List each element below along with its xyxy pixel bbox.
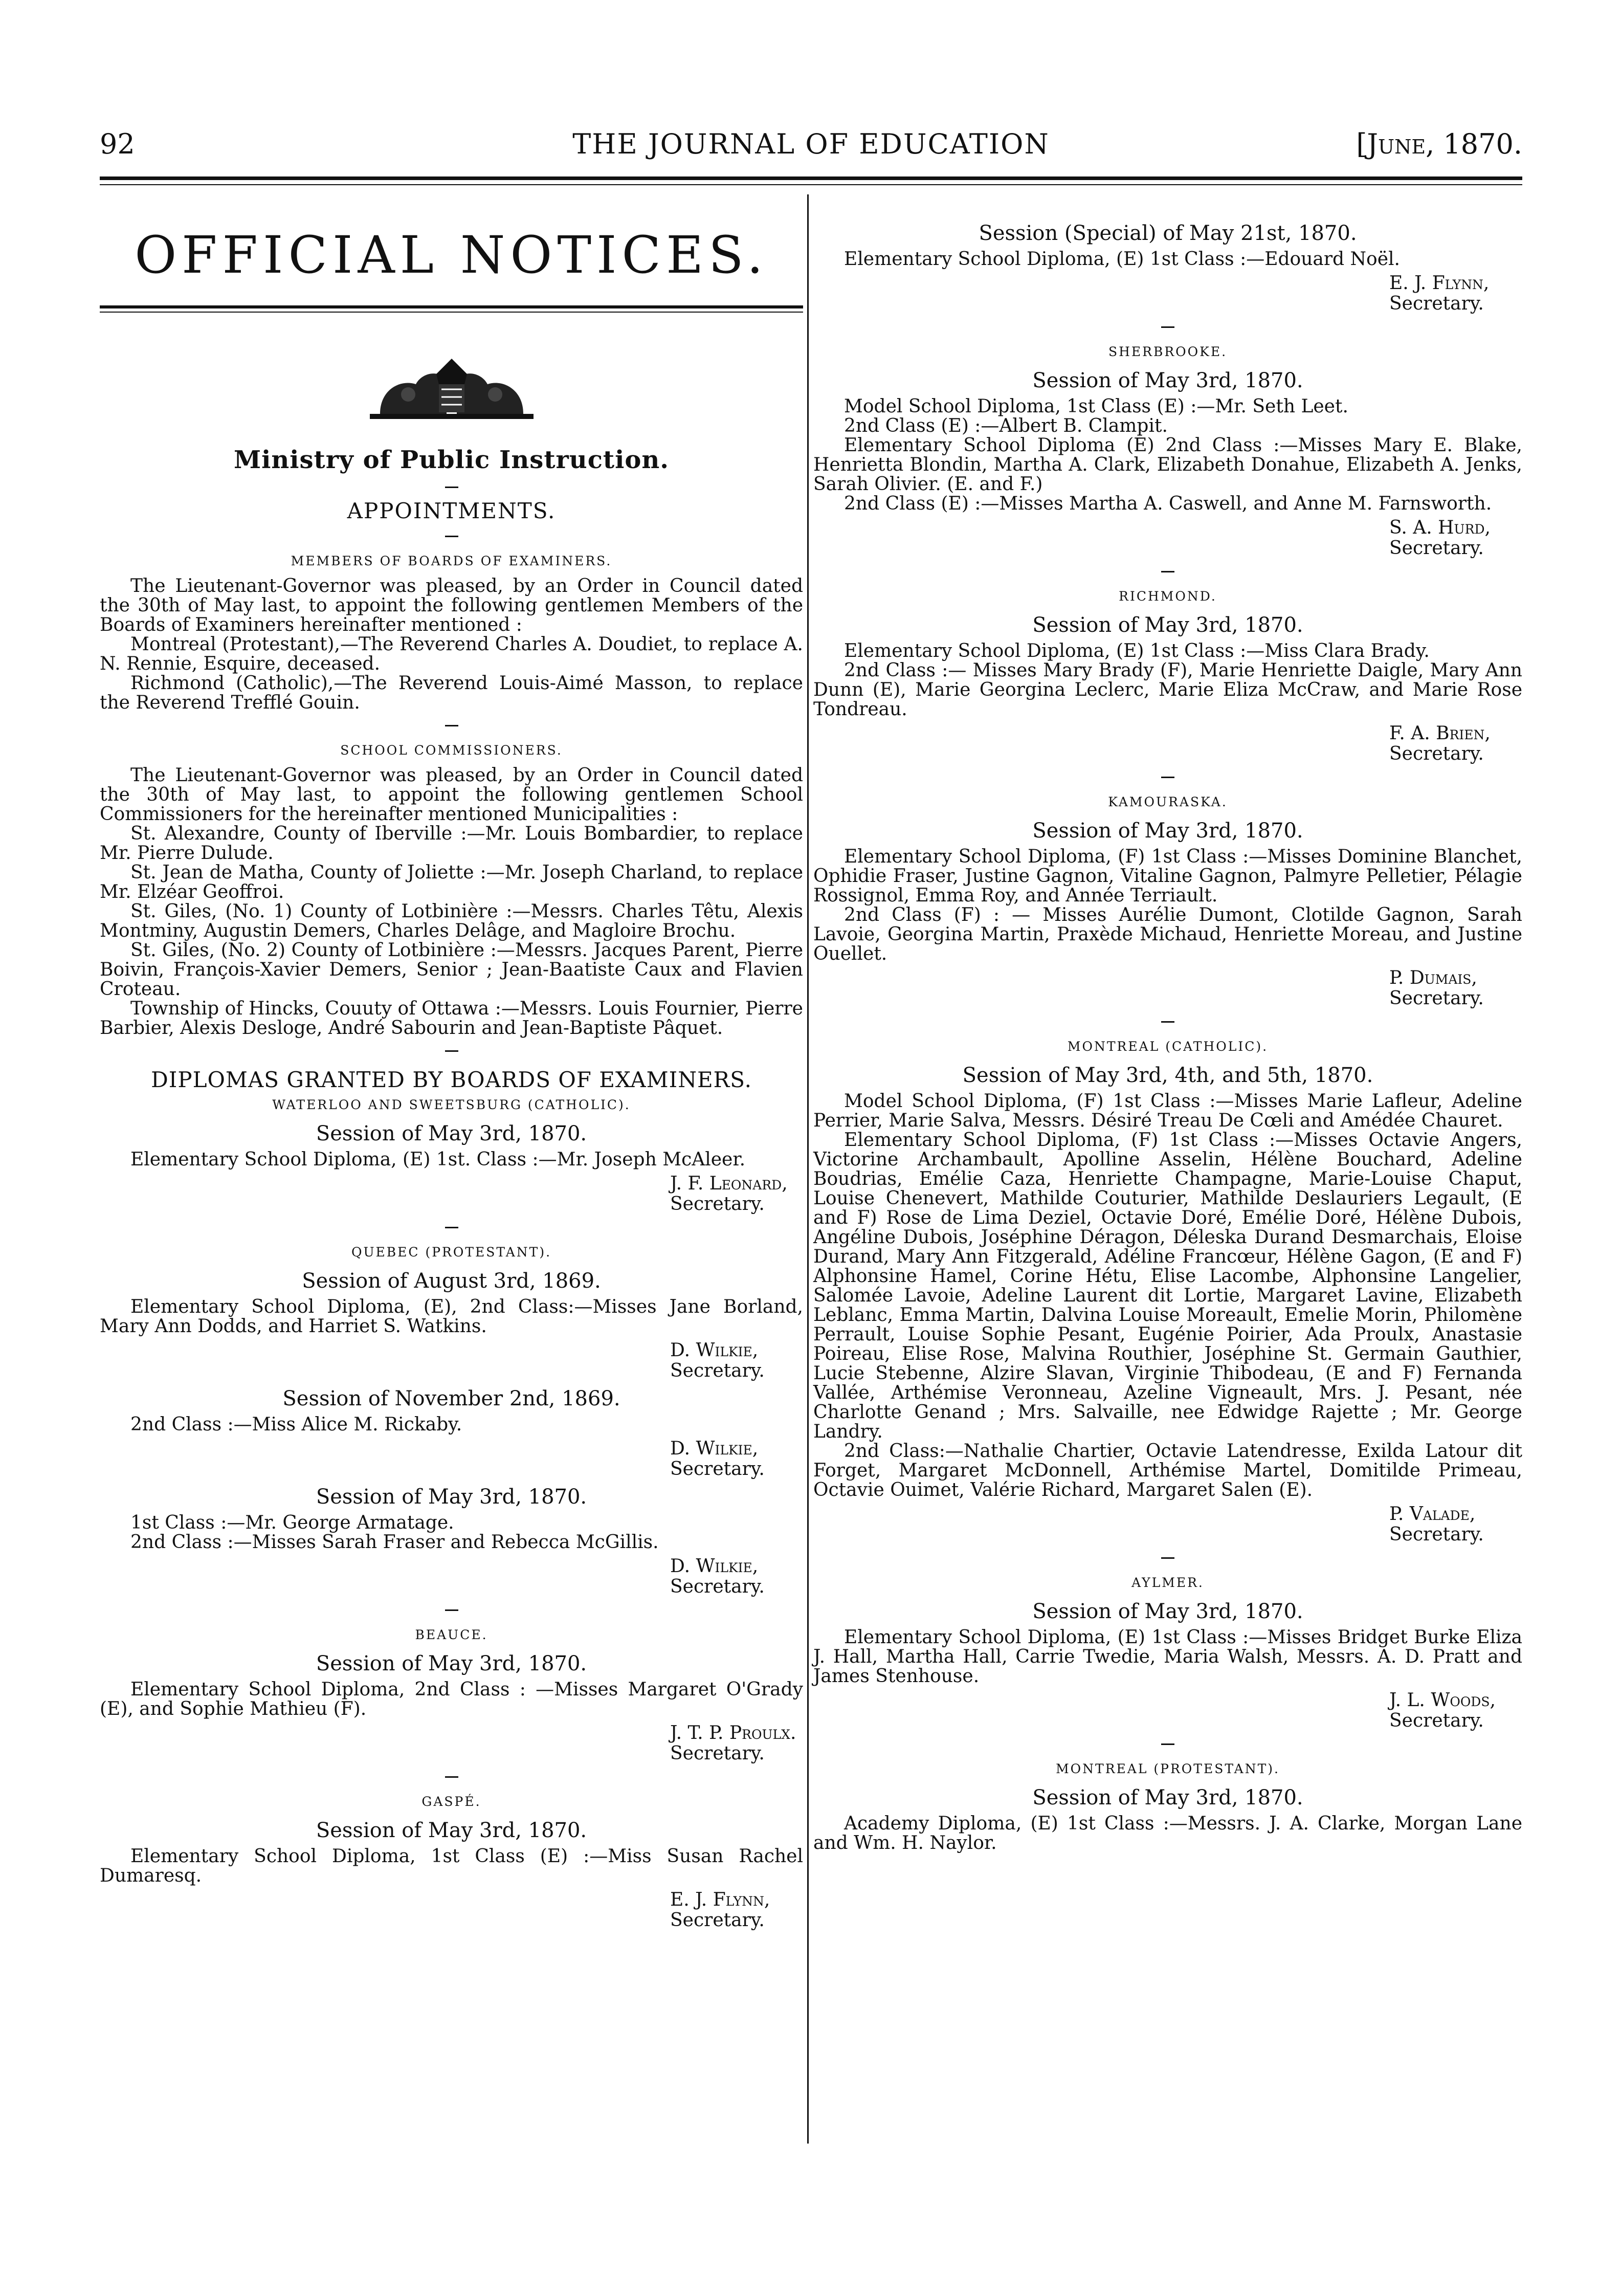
- separator-dash: [1161, 326, 1174, 328]
- right-column: [813, 194, 1522, 2143]
- signature-title: Secretary.: [1389, 1524, 1484, 1545]
- signature-title: Secretary.: [1389, 988, 1484, 1009]
- separator-dash: [1161, 1021, 1174, 1023]
- diploma-entry: Elementary School Diploma, (E) 1st Class :—Miss Clara Brady.: [844, 641, 1430, 661]
- session-line: Session of May 3rd, 1870.: [1032, 613, 1303, 637]
- signature-title: Secretary.: [670, 1743, 765, 1764]
- section-title: OFFICIAL NOTICES.: [135, 225, 768, 285]
- running-head: [100, 128, 1522, 169]
- header-rule-thin: [100, 184, 1522, 185]
- richmond-heading: RICHMOND.: [1119, 589, 1217, 604]
- journal-title: THE JOURNAL OF EDUCATION: [572, 128, 1050, 160]
- signature-name: D. Wilkie,: [670, 1556, 759, 1577]
- signature: [1389, 273, 1522, 314]
- signature-name: P. Valade,: [1389, 1504, 1476, 1525]
- signature: [1389, 968, 1522, 1009]
- examiners-item: Richmond (Catholic),—The Reverend Louis-Aimé Masson, to replace the Reverend Trefflé Gouin.: [100, 673, 803, 713]
- signature: [670, 1439, 803, 1480]
- session-line: Session of May 3rd, 1870.: [316, 1485, 587, 1509]
- separator-dash: [1161, 1743, 1174, 1745]
- beauce-heading: BEAUCE.: [415, 1627, 488, 1642]
- column-divider: [807, 194, 809, 2144]
- diplomas-heading: DIPLOMAS GRANTED BY BOARDS OF EXAMINERS.: [151, 1067, 752, 1092]
- waterloo-heading: WATERLOO AND SWEETSBURG (CATHOLIC).: [272, 1097, 631, 1112]
- page-number: 92: [100, 128, 135, 160]
- signature-name: P. Dumais,: [1389, 967, 1477, 988]
- diploma-entry: 2nd Class :—Misses Sarah Fraser and Rebecca McGillis.: [130, 1532, 659, 1553]
- examiners-intro: The Lieutenant-Governor was pleased, by an Order in Council dated the 30th of May last, to appoint the following gentlemen Members of the Boards of Examiners hereinafter mentioned :: [100, 576, 803, 635]
- separator-dash: [445, 1227, 458, 1228]
- session-line: Session of November 2nd, 1869.: [282, 1387, 620, 1410]
- diploma-entry: 2nd Class:—Nathalie Chartier, Octavie Latendresse, Exilda Latour dit Forget, Margaret McDonnell, Arthémise Martel, Domitilde Primeau, Octavie Ouimet, Valérie Richard, Margaret Salen (E).: [813, 1441, 1522, 1500]
- separator-dash: [445, 1776, 458, 1778]
- separator-dash: [445, 1609, 458, 1611]
- diploma-entry: 2nd Class :— Misses Mary Brady (F), Marie Henriette Daigle, Mary Ann Dunn (E), Marie Georgina Leclerc, Marie Eliza McCraw, and Marie Rose Tondreau.: [813, 660, 1522, 720]
- session-line: Session of May 3rd, 1870.: [1032, 1600, 1303, 1623]
- gaspe-heading: GASPÉ.: [421, 1794, 481, 1809]
- diploma-entry: Model School Diploma, 1st Class (E) :—Mr. Seth Leet.: [844, 396, 1348, 417]
- diploma-entry: 2nd Class :—Miss Alice M. Rickaby.: [130, 1414, 462, 1435]
- commissioners-item: Township of Hincks, Couuty of Ottawa :—Messrs. Louis Fournier, Pierre Barbier, Alexis Desloge, André Sabourin and Jean-Baptiste Pâquet.: [100, 998, 803, 1039]
- diploma-entry: 1st Class :—Mr. George Armatage.: [130, 1512, 454, 1533]
- commissioners-item: St. Giles, (No. 2) County of Lotbinière :—Messrs. Jacques Parent, Pierre Boivin, François-Xavier Demers, Senior ; Jean-Baatiste Caux and Flavien Croteau.: [100, 940, 803, 1000]
- title-rule: [100, 305, 803, 308]
- signature-name: D. Wilkie,: [670, 1438, 759, 1459]
- diploma-entry: Model School Diploma, (F) 1st Class :—Misses Marie Lafleur, Adeline Perrier, Marie Salva, Messrs. Désiré Treau De Cœli and Amédée Chauret.: [813, 1091, 1522, 1131]
- sherbrooke-heading: SHERBROOKE.: [1108, 344, 1228, 359]
- signature: [1389, 1690, 1522, 1731]
- signature-title: Secretary.: [1389, 743, 1484, 764]
- aylmer-heading: AYLMER.: [1131, 1575, 1204, 1590]
- commissioners-item: St. Jean de Matha, County of Joliette :—Mr. Joseph Charland, to replace Mr. Elzéar Geoffroi.: [100, 862, 803, 902]
- diploma-entry: Academy Diploma, (E) 1st Class :—Messrs. J. A. Clarke, Morgan Lane and Wm. H. Naylor.: [813, 1813, 1522, 1853]
- issue-date: [June, 1870.: [1356, 128, 1522, 160]
- separator-dash: [1161, 571, 1174, 572]
- signature-name: F. A. Brien,: [1389, 723, 1491, 744]
- signature-name: E. J. Flynn,: [1389, 273, 1490, 294]
- diploma-entry: Elementary School Diploma, (E) 1st Class :—Edouard Noël.: [844, 249, 1400, 270]
- diploma-entry: Elementary School Diploma, (E), 2nd Class:—Misses Jane Borland, Mary Ann Dodds, and Harriet S. Watkins.: [100, 1296, 803, 1337]
- montreal-protestant-heading: MONTREAL (PROTESTANT).: [1056, 1761, 1280, 1776]
- ministry-heading: Ministry of Public Instruction.: [234, 446, 669, 474]
- signature: [670, 1723, 803, 1764]
- signature-title: Secretary.: [670, 1910, 765, 1931]
- header-rule: [100, 176, 1522, 180]
- session-line: Session of May 3rd, 1870.: [1032, 819, 1303, 843]
- session-line: Session of May 3rd, 1870.: [316, 1819, 587, 1842]
- signature: [1389, 723, 1522, 764]
- diploma-entry: Elementary School Diploma, (F) 1st Class :—Misses Dominine Blanchet, Ophidie Fraser, Justine Gagnon, Vitaline Gagnon, Palmyre Pelletier, Pélagie Rossignol, Emma Roy, and Année Terriault.: [813, 846, 1522, 906]
- signature-title: Secretary.: [670, 1459, 765, 1480]
- session-line: Session (Special) of May 21st, 1870.: [979, 222, 1357, 245]
- commissioners-heading: SCHOOL COMMISSIONERS.: [340, 743, 563, 758]
- signature-title: Secretary.: [1389, 1710, 1484, 1731]
- diploma-entry: 2nd Class (E) :—Albert B. Clampit.: [844, 415, 1168, 436]
- session-line: Session of May 3rd, 1870.: [1032, 1786, 1303, 1809]
- diploma-entry: Elementary School Diploma, (F) 1st Class :—Misses Octavie Angers, Victorine Archambault, Apolline Asselin, Hélène Bouchard, Adeline Boudrias, Emélie Caza, Henriette Champagne, Marie-Louise Chaput, Louise Chenevert, Mathilde Couturier, Mathilde Deslauriers Legault, (E and F) Rose de Lima Deziel, Octavie Doré, Emélie Doré, Hélène Dubois, Angéline Dubois, Joséphine Déragon, Déleska Durand Desmarchais, Eloise Durand, Mary Ann Fitzgerald, Adéline Francœur, Hélène Gagon, (E and F) Alphonsine Hamel, Corine Hétu, Elise Lacombe, Alphonsine Langelier, Salomée Lavoie, Adeline Laurent dit Lortie, Margaret Lavine, Elizabeth Leblanc, Emma Martin, Dalvina Louise Moreault, Emelie Morin, Philomène Perrault, Louise Sophie Pesant, Eugénie Poirier, Ada Proulx, Anastasie Poireau, Elise Rose, Malvina Routhier, Joséphine St. Germain Gauthier, Lucie Stebenne, Alzire Slavan, Virginie Thibodeau, (E and F) Fernanda Vallée, Arthémise Veronneau, Azeline Vigneault, Mrs. J. Pesant, née Charlotte Genand ; Mrs. Salvaille, nee Edwidge Rajette ; Mr. George Landry.: [813, 1130, 1522, 1442]
- signature: [1389, 1504, 1522, 1545]
- left-column: [100, 194, 803, 2143]
- separator-dash: [445, 725, 458, 726]
- diploma-entry: Elementary School Diploma, 1st Class (E) :—Miss Susan Rachel Dumaresq.: [100, 1846, 803, 1886]
- examiners-heading: MEMBERS OF BOARDS OF EXAMINERS.: [291, 554, 612, 568]
- signature-name: J. L. Woods,: [1389, 1690, 1496, 1711]
- examiners-item: Montreal (Protestant),—The Reverend Charles A. Doudiet, to replace A. N. Rennie, Esquire, deceased.: [100, 634, 803, 674]
- separator-dash: [445, 536, 458, 537]
- signature-name: D. Wilkie,: [670, 1340, 759, 1361]
- signature: [670, 1340, 803, 1381]
- session-line: Session of May 3rd, 1870.: [1032, 369, 1303, 392]
- signature-name: E. J. Flynn,: [670, 1889, 770, 1910]
- kamouraska-heading: KAMOURASKA.: [1108, 794, 1228, 809]
- session-line: Session of May 3rd, 1870.: [316, 1652, 587, 1675]
- signature-title: Secretary.: [670, 1194, 765, 1215]
- commissioners-item: St. Giles, (No. 1) County of Lotbinière :—Messrs. Charles Têtu, Alexis Montminy, Augustin Demers, Charles Delâge, and Magloire Brochu.: [100, 901, 803, 941]
- signature-title: Secretary.: [670, 1360, 765, 1381]
- session-line: Session of August 3rd, 1869.: [302, 1269, 601, 1293]
- commissioners-intro: The Lieutenant-Governor was pleased, by an Order in Council dated the 30th of May last, to appoint the following gentlemen School Commissioners for the hereinafter mentioned Municipalities :: [100, 765, 803, 825]
- signature: [670, 1556, 803, 1597]
- appointments-heading: APPOINTMENTS.: [347, 498, 556, 523]
- separator-dash: [445, 487, 458, 488]
- diploma-entry: 2nd Class (F) : — Misses Aurélie Dumont, Clotilde Gagnon, Sarah Lavoie, Georgina Martin, Praxède Michaud, Henriette Moreau, and Justine Ouellet.: [813, 904, 1522, 964]
- separator-dash: [1161, 1557, 1174, 1559]
- signature-name: J. F. Leonard,: [670, 1173, 788, 1194]
- commissioners-item: St. Alexandre, County of Iberville :—Mr. Louis Bombardier, to replace Mr. Pierre Dulude.: [100, 823, 803, 864]
- signature-name: S. A. Hurd,: [1389, 517, 1491, 538]
- diploma-entry: 2nd Class (E) :—Misses Martha A. Caswell, and Anne M. Farnsworth.: [844, 493, 1492, 514]
- diploma-entry: Elementary School Diploma, (E) 1st. Class :—Mr. Joseph McAleer.: [130, 1149, 746, 1170]
- diploma-entry: Elementary School Diploma (E) 2nd Class :—Misses Mary E. Blake, Henrietta Blondin, Martha A. Clark, Elizabeth Donahue, Elizabeth A. Jenks, Sarah Olivier. (E. and F.): [813, 435, 1522, 495]
- session-line: Session of May 3rd, 4th, and 5th, 1870.: [962, 1064, 1373, 1087]
- separator-dash: [1161, 777, 1174, 778]
- signature-title: Secretary.: [1389, 538, 1484, 559]
- signature: [670, 1890, 803, 1931]
- signature: [1389, 518, 1522, 559]
- signature-name: J. T. P. Proulx.: [670, 1723, 796, 1743]
- coat-of-arms-icon: [360, 354, 544, 430]
- montreal-catholic-heading: MONTREAL (CATHOLIC).: [1067, 1039, 1269, 1054]
- session-line: Session of May 3rd, 1870.: [316, 1122, 587, 1145]
- diploma-entry: Elementary School Diploma, (E) 1st Class :—Misses Bridget Burke Eliza J. Hall, Martha Hall, Carrie Twedie, Maria Walsh, Messrs. A. D. Pratt and James Stenhouse.: [813, 1627, 1522, 1687]
- title-rule-thin: [100, 312, 803, 313]
- separator-dash: [445, 1050, 458, 1052]
- signature: [670, 1174, 803, 1215]
- signature-title: Secretary.: [1389, 293, 1484, 314]
- diploma-entry: Elementary School Diploma, 2nd Class : —Misses Margaret O'Grady (E), and Sophie Mathieu (F).: [100, 1679, 803, 1719]
- signature-title: Secretary.: [670, 1576, 765, 1597]
- quebec-heading: QUEBEC (PROTESTANT).: [351, 1245, 552, 1260]
